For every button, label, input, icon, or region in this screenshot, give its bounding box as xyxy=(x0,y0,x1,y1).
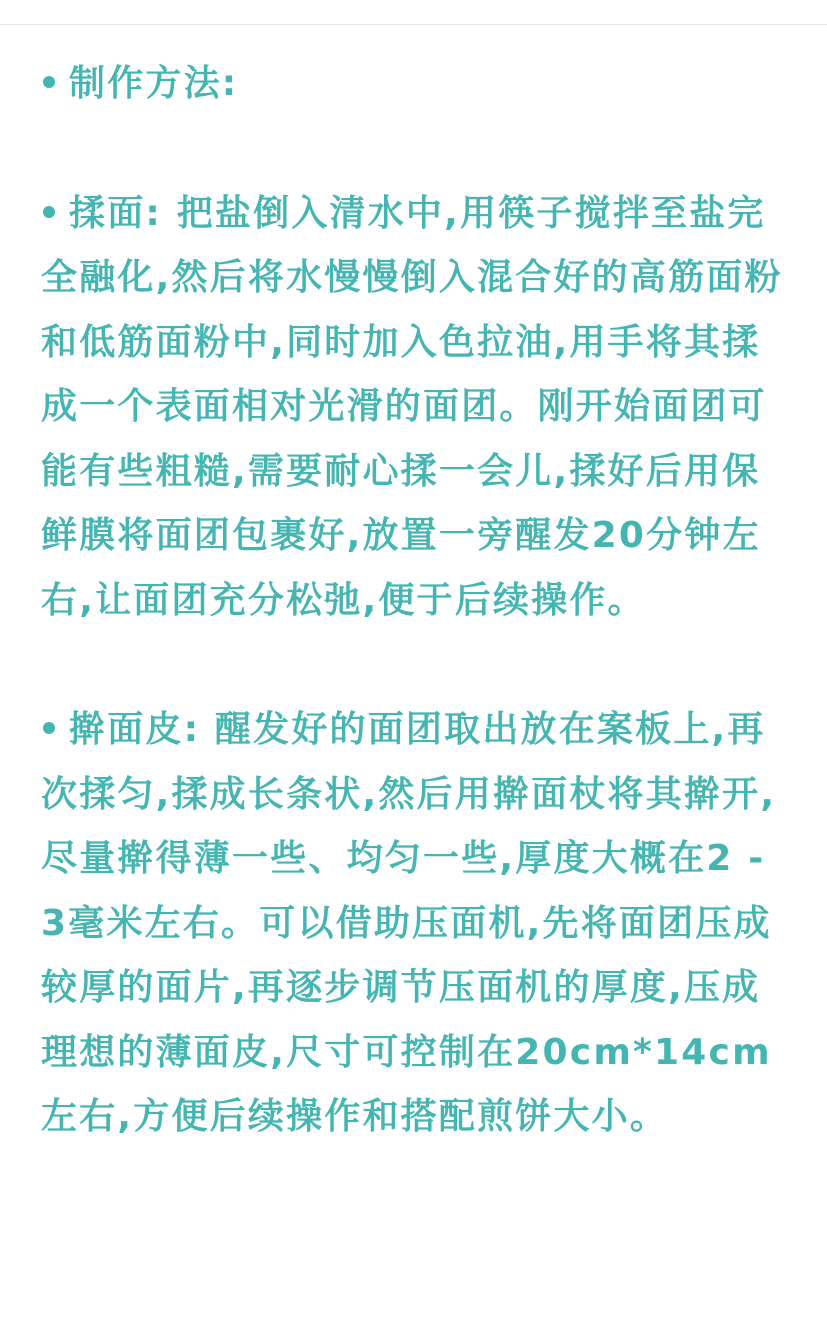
bullet-icon xyxy=(41,52,69,117)
top-divider xyxy=(0,24,827,25)
bullet-icon xyxy=(41,698,69,763)
method-heading xyxy=(41,52,787,117)
step-rolling-text: 擀面皮: 醒发好的面团取出放在案板上,再次揉匀,揉成长条状,然后用擀面杖将其擀开,尽量擀得薄一些、均匀一些,厚度大概在2 - 3毫米左右。可以借助压面机,先将面团压成较厚的面片,再逐步调节压面机的厚度,压成理想的薄面皮,尺寸可控制在20cm*14cm左右,方便后续操作和搭配煎饼大小。 xyxy=(41,709,777,1137)
recipe-content xyxy=(41,52,787,1150)
method-heading-text: 制作方法: xyxy=(69,63,239,104)
step-kneading xyxy=(41,182,787,634)
bullet-icon xyxy=(41,182,69,247)
step-rolling xyxy=(41,698,787,1150)
step-kneading-text: 揉面: 把盐倒入清水中,用筷子搅拌至盐完全融化,然后将水慢慢倒入混合好的高筋面粉和低筋面粉中,同时加入色拉油,用手将其揉成一个表面相对光滑的面团。刚开始面团可能有些粗糙,需要耐心揉一会儿,揉好后用保鲜膜将面团包裹好,放置一旁醒发20分钟左右,让面团充分松弛,便于后续操作。 xyxy=(41,192,783,621)
